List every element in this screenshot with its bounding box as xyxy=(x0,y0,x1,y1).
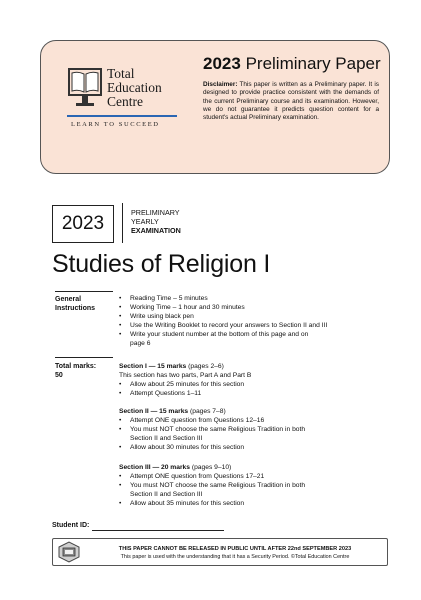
list-item: • Allow about 30 minutes for this section xyxy=(119,444,245,452)
logo-text-line1: Total xyxy=(107,66,135,81)
section3-list xyxy=(119,472,305,508)
section3-pages: (pages 9–10) xyxy=(190,464,232,471)
logo-text-line2: Education xyxy=(107,80,162,95)
total-marks-label xyxy=(55,362,96,380)
list-item-text: Use the Writing Booklet to record your answers to Section II and III xyxy=(130,322,328,330)
list-item-text: Write your student number at the bottom of this page and on xyxy=(130,331,309,339)
general-label-line2: Instructions xyxy=(55,305,96,312)
section1-intro: This section has two parts, Part A and Part B xyxy=(119,372,252,379)
list-item-text: Attempt ONE question from Questions 12–16 xyxy=(130,417,265,424)
section1-heading xyxy=(119,362,224,371)
general-instructions-list xyxy=(119,294,327,349)
footer-release-notice: THIS PAPER CANNOT BE RELEASED IN PUBLIC UNTIL AFTER 22nd SEPTEMBER 2023 xyxy=(118,546,352,552)
list-item-text: Attempt Questions 1–11 xyxy=(130,390,202,398)
disclaimer-text: This paper is written as a Preliminary paper. It is designed to provide practice consistent with the demands of the current Preliminary course and its examination. However, we do not guarantee it predicts question content for a student's actual Preliminary examination. xyxy=(203,81,379,122)
exam-label-line1: PRELIMINARY xyxy=(131,208,180,217)
list-item: • Write your student number at the bottom of this page and on xyxy=(119,331,309,339)
general-rule xyxy=(55,291,113,292)
paper-title xyxy=(203,54,381,74)
total-marks-value: 50 xyxy=(55,372,63,379)
list-item-text: Allow about 30 minutes for this section xyxy=(130,444,245,452)
logo-tagline: LEARN TO SUCCEED xyxy=(71,121,160,128)
section2-heading xyxy=(119,407,226,416)
list-item: • You must NOT choose the same Religious Tradition in both xyxy=(119,482,306,490)
marks-rule xyxy=(55,357,113,358)
list-item: • Write using black pen xyxy=(119,313,194,321)
list-item-text: Attempt ONE question from Questions 17–21 xyxy=(130,473,265,480)
list-item-text: Working Time – 1 hour and 30 minutes xyxy=(130,304,245,312)
disclaimer xyxy=(203,81,379,122)
list-item-text: You must NOT choose the same Religious Tradition in both xyxy=(130,482,306,490)
list-item-text: You must NOT choose the same Religious Tradition in both xyxy=(130,426,306,434)
paper-title-year: 2023 xyxy=(203,54,241,73)
subject-title: Studies of Religion I xyxy=(52,250,271,278)
logo-text-line3: Centre xyxy=(107,94,143,109)
list-item-continuation: Section II and Section III xyxy=(130,491,203,499)
section2-list xyxy=(119,416,305,452)
exam-divider xyxy=(122,203,123,243)
total-marks-line1: Total marks: xyxy=(55,363,97,370)
section2-pages: (pages 7–8) xyxy=(188,408,226,415)
section1-title: Section I — 15 marks xyxy=(119,363,187,370)
list-item: • Reading Time – 5 minutes xyxy=(119,295,208,302)
security-footer xyxy=(52,538,388,566)
list-item: • Working Time – 1 hour and 30 minutes xyxy=(119,304,245,312)
header-box xyxy=(40,40,390,174)
general-label-line1: General xyxy=(55,296,82,303)
list-item: • Attempt ONE question from Questions 17–21 xyxy=(119,473,265,480)
list-item: • You must NOT choose the same Religious Tradition in both xyxy=(119,426,306,434)
list-item-continuation: page 6 xyxy=(130,340,151,348)
list-item-text: Allow about 35 minutes for this section xyxy=(130,500,245,508)
list-item: • Use the Writing Booklet to record your answers to Section II and III xyxy=(119,322,328,330)
list-item-text: Reading Time – 5 minutes xyxy=(130,295,208,302)
section1-list xyxy=(119,380,244,398)
list-item-text: Allow about 25 minutes for this section xyxy=(130,381,245,388)
student-id-field[interactable] xyxy=(92,530,224,531)
footer-security-notice: This paper is used with the understanding that it has a Security Period. ©Total Education Centre xyxy=(120,554,350,560)
book-monitor-icon xyxy=(67,67,103,113)
list-item: • Attempt Questions 1–11 xyxy=(119,390,202,398)
list-item: • Attempt ONE question from Questions 12–16 xyxy=(119,417,265,424)
disclaimer-label: Disclaimer: xyxy=(203,81,238,88)
security-stamp-icon xyxy=(57,541,81,563)
section3-heading xyxy=(119,463,231,472)
list-item-continuation: Section II and Section III xyxy=(130,435,203,443)
section2-title: Section II — 15 marks xyxy=(119,408,189,415)
general-instructions-label xyxy=(55,295,95,313)
exam-label-line3: EXAMINATION xyxy=(131,226,181,235)
exam-label xyxy=(131,208,181,235)
student-id-label: Student ID: xyxy=(52,522,90,529)
logo-divider xyxy=(67,115,177,117)
exam-year-box: 2023 xyxy=(52,205,114,243)
section1-pages: (pages 2–6) xyxy=(186,363,224,370)
section3-title: Section III — 20 marks xyxy=(119,464,190,471)
list-item: • Allow about 25 minutes for this section xyxy=(119,381,245,388)
list-item: • Allow about 35 minutes for this section xyxy=(119,500,245,508)
exam-label-line2: YEARLY xyxy=(131,217,159,226)
logo xyxy=(65,65,185,160)
list-item-text: Write using black pen xyxy=(130,313,194,321)
paper-title-text: Preliminary Paper xyxy=(245,54,381,73)
